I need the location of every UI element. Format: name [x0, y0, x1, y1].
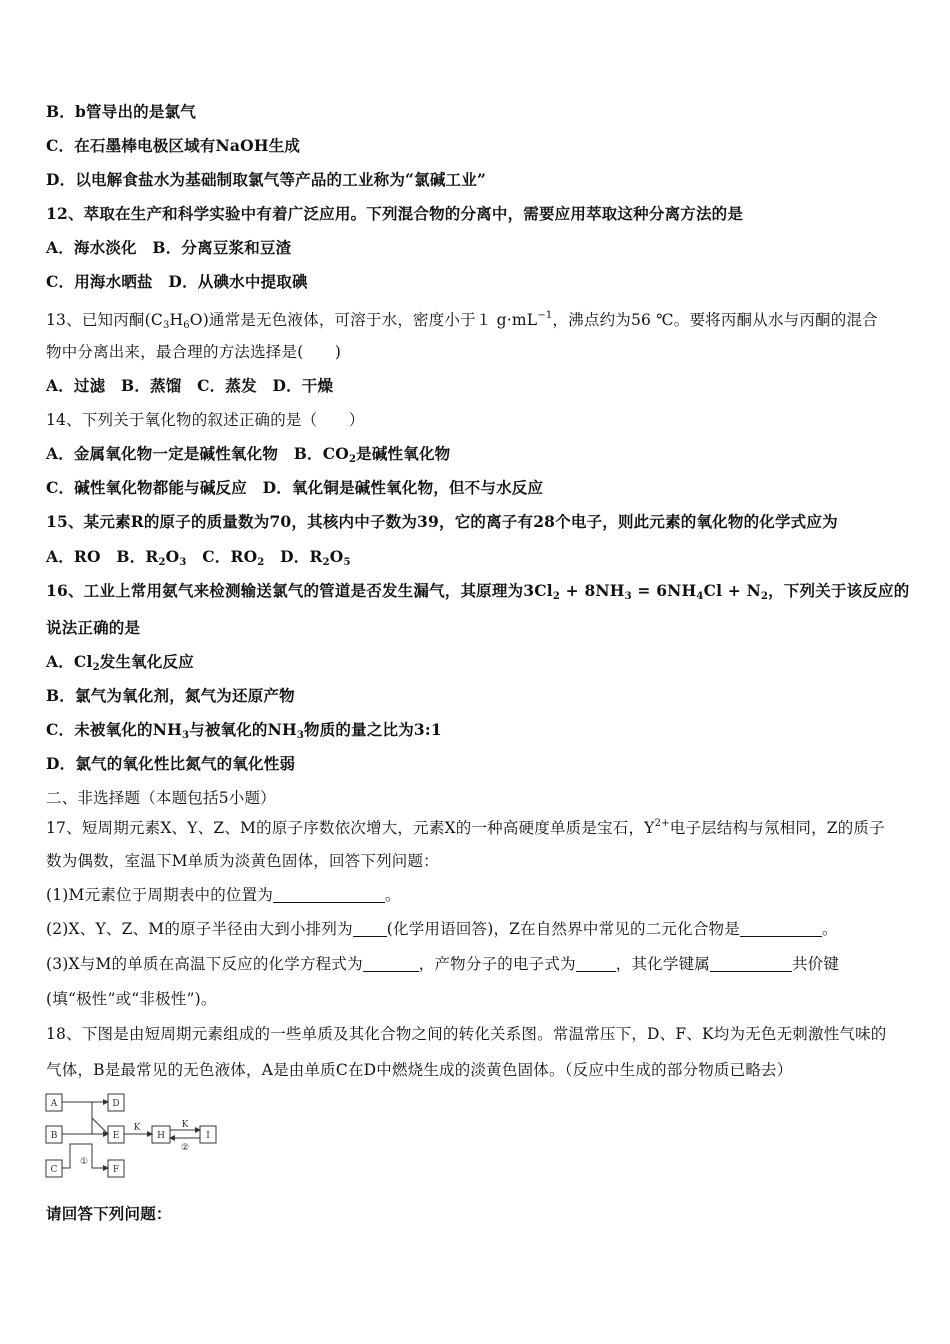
- q13-text: 13、已知丙酮(C: [46, 311, 163, 329]
- subscript: 3: [181, 730, 190, 741]
- q17-stem-line2: 数为偶数，室温下M单质为淡黄色固体，回答下列问题：: [46, 852, 439, 870]
- q16-text: Cl + N: [703, 581, 761, 600]
- q13-stem-line2: 物中分离出来，最合理的方法选择是( ): [46, 343, 342, 361]
- subscript: 3: [179, 557, 187, 568]
- diagram-connector: [62, 1102, 92, 1134]
- section-heading: 二、非选择题（本题包括5小题）: [46, 789, 276, 807]
- q14-options-ab: [46, 443, 910, 471]
- superscript: −1: [537, 310, 553, 321]
- subscript: 3: [162, 320, 170, 331]
- q16-option-b: B．氯气为氧化剂，氮气为还原产物: [46, 686, 295, 705]
- diagram-label-c: C: [50, 1165, 58, 1175]
- q13-stem-line1: [46, 305, 910, 337]
- q14-options-cd: C．碱性氧化物都能与碱反应 D．氧化铜是碱性氧化物，但不与水反应: [46, 478, 544, 497]
- subscript: 3: [624, 591, 632, 602]
- q16-option-d: D．氯气的氧化性比氮气的氧化性弱: [46, 754, 296, 773]
- subscript: 5: [343, 557, 351, 568]
- q15-text: O: [165, 547, 180, 566]
- q17-text: 电子层结构与氖相同，Z的质子: [669, 819, 885, 837]
- q17-part2: [46, 918, 910, 940]
- q17-text: (3)X与M的单质在高温下反应的化学方程式为: [46, 955, 363, 973]
- q16-text: C．未被氧化的NH: [46, 720, 182, 739]
- diagram-label-k2: K: [181, 1120, 189, 1130]
- q17-text: 17、短周期元素X、Y、Z、M的原子序数依次增大，元素X的一种高硬度单质是宝石，Y: [46, 819, 655, 837]
- answer-blank[interactable]: [710, 955, 792, 972]
- q15-text: A．RO B．R: [46, 547, 159, 566]
- diagram-label-f: F: [112, 1165, 120, 1175]
- subscript: 2: [257, 557, 265, 568]
- q14-stem: 14、下列关于氧化物的叙述正确的是（ ）: [46, 411, 365, 429]
- q15-text: O: [329, 547, 344, 566]
- conversion-diagram: [40, 1088, 230, 1184]
- subscript: 2: [322, 557, 330, 568]
- diagram-label-i: I: [206, 1131, 210, 1141]
- q16-text: A．Cl: [46, 652, 93, 671]
- diagram-label-circle2: ②: [180, 1143, 190, 1153]
- q16-stem-line2: 说法正确的是: [46, 618, 141, 637]
- q17-text: (1)M元素位于周期表中的位置为: [46, 886, 274, 904]
- superscript: 2+: [654, 818, 670, 829]
- q17-text: (化学用语回答)，Z在自然界中常见的二元化合物是: [386, 920, 740, 938]
- diagram-connector: [92, 1118, 108, 1134]
- diagram-label-d: D: [112, 1099, 120, 1109]
- subscript: 4: [696, 591, 704, 602]
- answer-blank[interactable]: [353, 920, 387, 937]
- q18-prompt: 请回答下列问题：: [46, 1204, 172, 1223]
- diagram-label-a: A: [50, 1099, 58, 1109]
- q14-text: 是碱性氧化物: [356, 444, 451, 463]
- q13-text: H: [169, 311, 184, 329]
- q17-text: 。: [385, 886, 401, 904]
- q16-text: 物质的量之比为3:1: [304, 720, 442, 739]
- subscript: 3: [296, 730, 305, 741]
- q16-option-a: [46, 651, 910, 679]
- q14-text: A．金属氧化物一定是碱性氧化物 B．CO: [46, 444, 349, 463]
- answer-blank[interactable]: [363, 955, 419, 972]
- subscript: 2: [348, 454, 357, 465]
- subscript: 2: [158, 557, 166, 568]
- q17-part3: [46, 953, 910, 975]
- q15-text: C．RO: [186, 547, 258, 566]
- diagram-label-k1: K: [133, 1123, 141, 1133]
- diagram-label-h: H: [157, 1131, 165, 1141]
- q17-stem-line1: [46, 813, 910, 839]
- q16-text: 与被氧化的NH: [189, 720, 297, 739]
- q17-text: 共价键: [791, 955, 840, 973]
- q11-option-c: C．在石墨棒电极区域有NaOH生成: [46, 136, 301, 155]
- q16-text: 发生氧化反应: [99, 652, 194, 671]
- diagram-label-b: B: [50, 1131, 58, 1141]
- q15-options: [46, 546, 910, 574]
- q12-options-cd: C．用海水晒盐 D．从碘水中提取碘: [46, 272, 308, 291]
- q11-option-d: D．以电解食盐水为基础制取氯气等产品的工业称为“氯碱工业”: [46, 170, 487, 189]
- q16-option-c: [46, 719, 910, 747]
- subscript: 2: [92, 662, 100, 673]
- q16-text: = 6NH: [631, 581, 697, 600]
- q17-text: 。: [821, 920, 838, 938]
- q13-options: A．过滤 B．蒸馏 C．蒸发 D．干燥: [46, 376, 334, 395]
- q16-text: 16、工业上常用氨气来检测输送氯气的管道是否发生漏气，其原理为3Cl: [46, 581, 553, 600]
- q12-stem: 12、萃取在生产和科学实验中有着广泛应用。下列混合物的分离中，需要应用萃取这种分离方法的是: [46, 204, 744, 223]
- diagram-label-e: E: [112, 1131, 120, 1141]
- q17-text: ，其化学键属: [615, 955, 710, 973]
- q17-text: ，产物分子的电子式为: [418, 955, 576, 973]
- q17-part3-hint: (填“极性”或“非极性”)。: [46, 990, 217, 1008]
- subscript: 2: [760, 591, 769, 602]
- q17-text: (2)X、Y、Z、M的原子半径由大到小排列为: [46, 920, 353, 938]
- subscript: 6: [183, 320, 190, 331]
- q15-stem: 15、某元素R的原子的质量数为70，其核内中子数为39，它的离子有28个电子，则此元素的氧化物的化学式应为: [46, 512, 838, 531]
- answer-blank[interactable]: [273, 886, 385, 903]
- q11-option-b: B．b管导出的是氯气: [46, 102, 196, 121]
- q13-text: ，沸点约为56 ℃。要将丙酮从水与丙酮的混合: [552, 311, 878, 329]
- diagram-label-circle1: ①: [79, 1157, 89, 1167]
- q15-text: D．R: [264, 547, 323, 566]
- q16-stem-line1: [46, 580, 910, 608]
- q16-text: ，下列关于该反应的: [768, 581, 910, 600]
- q16-text: + 8NH: [560, 581, 625, 600]
- q13-text: O)通常是无色液体，可溶于水，密度小于１ g·mL: [189, 311, 538, 329]
- q18-stem-line2: 气体，B是最常见的无色液体，A是由单质C在D中燃烧生成的淡黄色固体。（反应中生成的部分物质已略去）: [46, 1061, 793, 1079]
- answer-blank[interactable]: [576, 955, 616, 972]
- q12-options-ab: A．海水淡化 B．分离豆浆和豆渣: [46, 238, 292, 257]
- answer-blank[interactable]: [740, 920, 822, 937]
- q18-stem-line1: 18、下图是由短周期元素组成的一些单质及其化合物之间的转化关系图。常温常压下，D、F、K均为无色无刺激性气味的: [46, 1025, 887, 1043]
- q17-part1: [46, 884, 910, 906]
- subscript: 2: [552, 591, 561, 602]
